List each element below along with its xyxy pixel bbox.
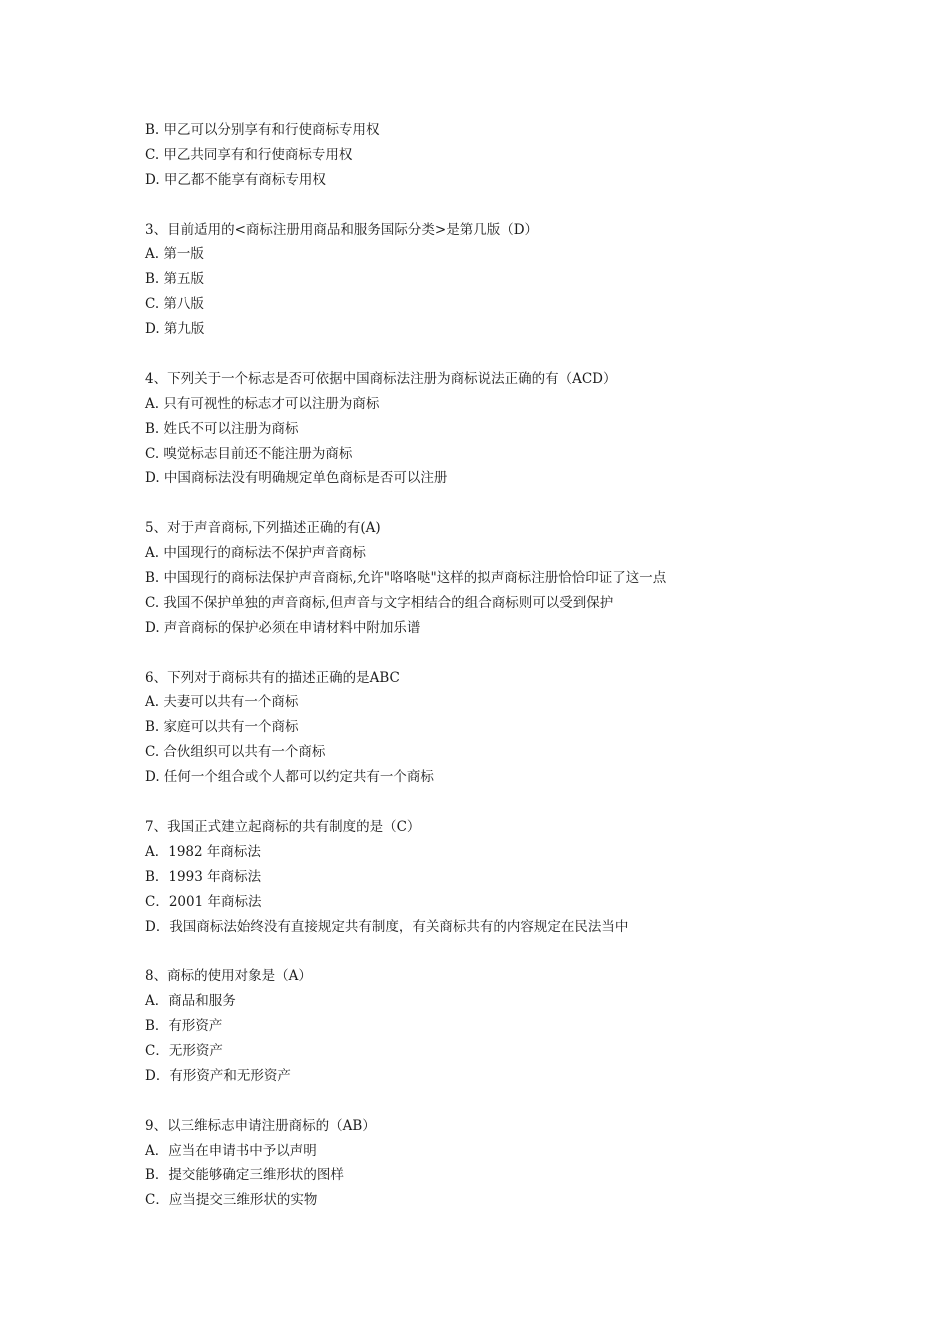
question-block-9 <box>145 1114 865 1214</box>
question-block-4 <box>145 367 865 491</box>
option-c: C. 嗅觉标志目前还不能注册为商标 <box>145 445 353 462</box>
question-text: 5、对于声音商标,下列描述正确的有(A) <box>145 520 381 537</box>
question-text: 3、目前适用的<商标注册用商品和服务国际分类>是第几版（D） <box>145 221 539 238</box>
option-d: D．有形资产和无形资产 <box>145 1067 291 1084</box>
option-b: B. 姓氏不可以注册为商标 <box>145 420 299 437</box>
option-b: B. 家庭可以共有一个商标 <box>145 719 299 736</box>
option-d: D. 第九版 <box>145 321 205 338</box>
option-a: A. 夫妻可以共有一个商标 <box>145 694 299 711</box>
option-b: B．1993 年商标法 <box>145 868 262 885</box>
question-block-8 <box>145 964 865 1088</box>
question-list <box>145 118 865 1213</box>
option-d: D. 甲乙都不能享有商标专用权 <box>145 171 326 188</box>
option-b: B. 第五版 <box>145 271 205 288</box>
question-text: 7、我国正式建立起商标的共有制度的是（C） <box>145 818 421 835</box>
option-d: D. 任何一个组合或个人都可以约定共有一个商标 <box>145 769 434 786</box>
question-block-7 <box>145 815 865 939</box>
option-d: D. 中国商标法没有明确规定单色商标是否可以注册 <box>145 470 448 487</box>
question-text: 8、商标的使用对象是（A） <box>145 968 312 985</box>
question-block-2-continued <box>145 118 865 193</box>
option-d: D. 声音商标的保护必须在申请材料中附加乐谱 <box>145 619 421 636</box>
question-text: 6、下列对于商标共有的描述正确的是ABC <box>145 669 400 686</box>
option-c: C. 第八版 <box>145 296 204 313</box>
option-b: B. 甲乙可以分别享有和行使商标专用权 <box>145 122 380 138</box>
option-b: B．有形资产 <box>145 1018 223 1035</box>
option-c: C. 甲乙共同享有和行使商标专用权 <box>145 146 353 163</box>
option-c: C．无形资产 <box>145 1042 223 1059</box>
question-text: 9、以三维标志申请注册商标的（AB） <box>145 1117 376 1134</box>
option-a: A. 只有可视性的标志才可以注册为商标 <box>145 395 380 412</box>
question-text: 4、下列关于一个标志是否可依据中国商标法注册为商标说法正确的有（ACD） <box>145 370 617 387</box>
option-a: A．商品和服务 <box>145 993 236 1010</box>
option-a: A. 中国现行的商标法不保护声音商标 <box>145 545 366 562</box>
option-a: A. 第一版 <box>145 246 204 263</box>
question-block-5 <box>145 516 865 640</box>
option-c: C．2001 年商标法 <box>145 893 262 910</box>
option-a: A．应当在申请书中予以声明 <box>145 1142 317 1159</box>
question-block-6 <box>145 666 865 790</box>
option-b: B. 中国现行的商标法保护声音商标,允许"咯咯哒"这样的拟声商标注册恰恰印证了这一点 <box>145 570 667 587</box>
option-c: C．应当提交三维形状的实物 <box>145 1192 318 1209</box>
question-block-3 <box>145 218 865 342</box>
option-c: C. 我国不保护单独的声音商标,但声音与文字相结合的组合商标则可以受到保护 <box>145 594 614 611</box>
option-d: D．我国商标法始终没有直接规定共有制度，有关商标共有的内容规定在民法当中 <box>145 918 629 935</box>
option-c: C. 合伙组织可以共有一个商标 <box>145 744 326 761</box>
option-b: B．提交能够确定三维形状的图样 <box>145 1167 344 1184</box>
option-a: A．1982 年商标法 <box>145 843 261 860</box>
